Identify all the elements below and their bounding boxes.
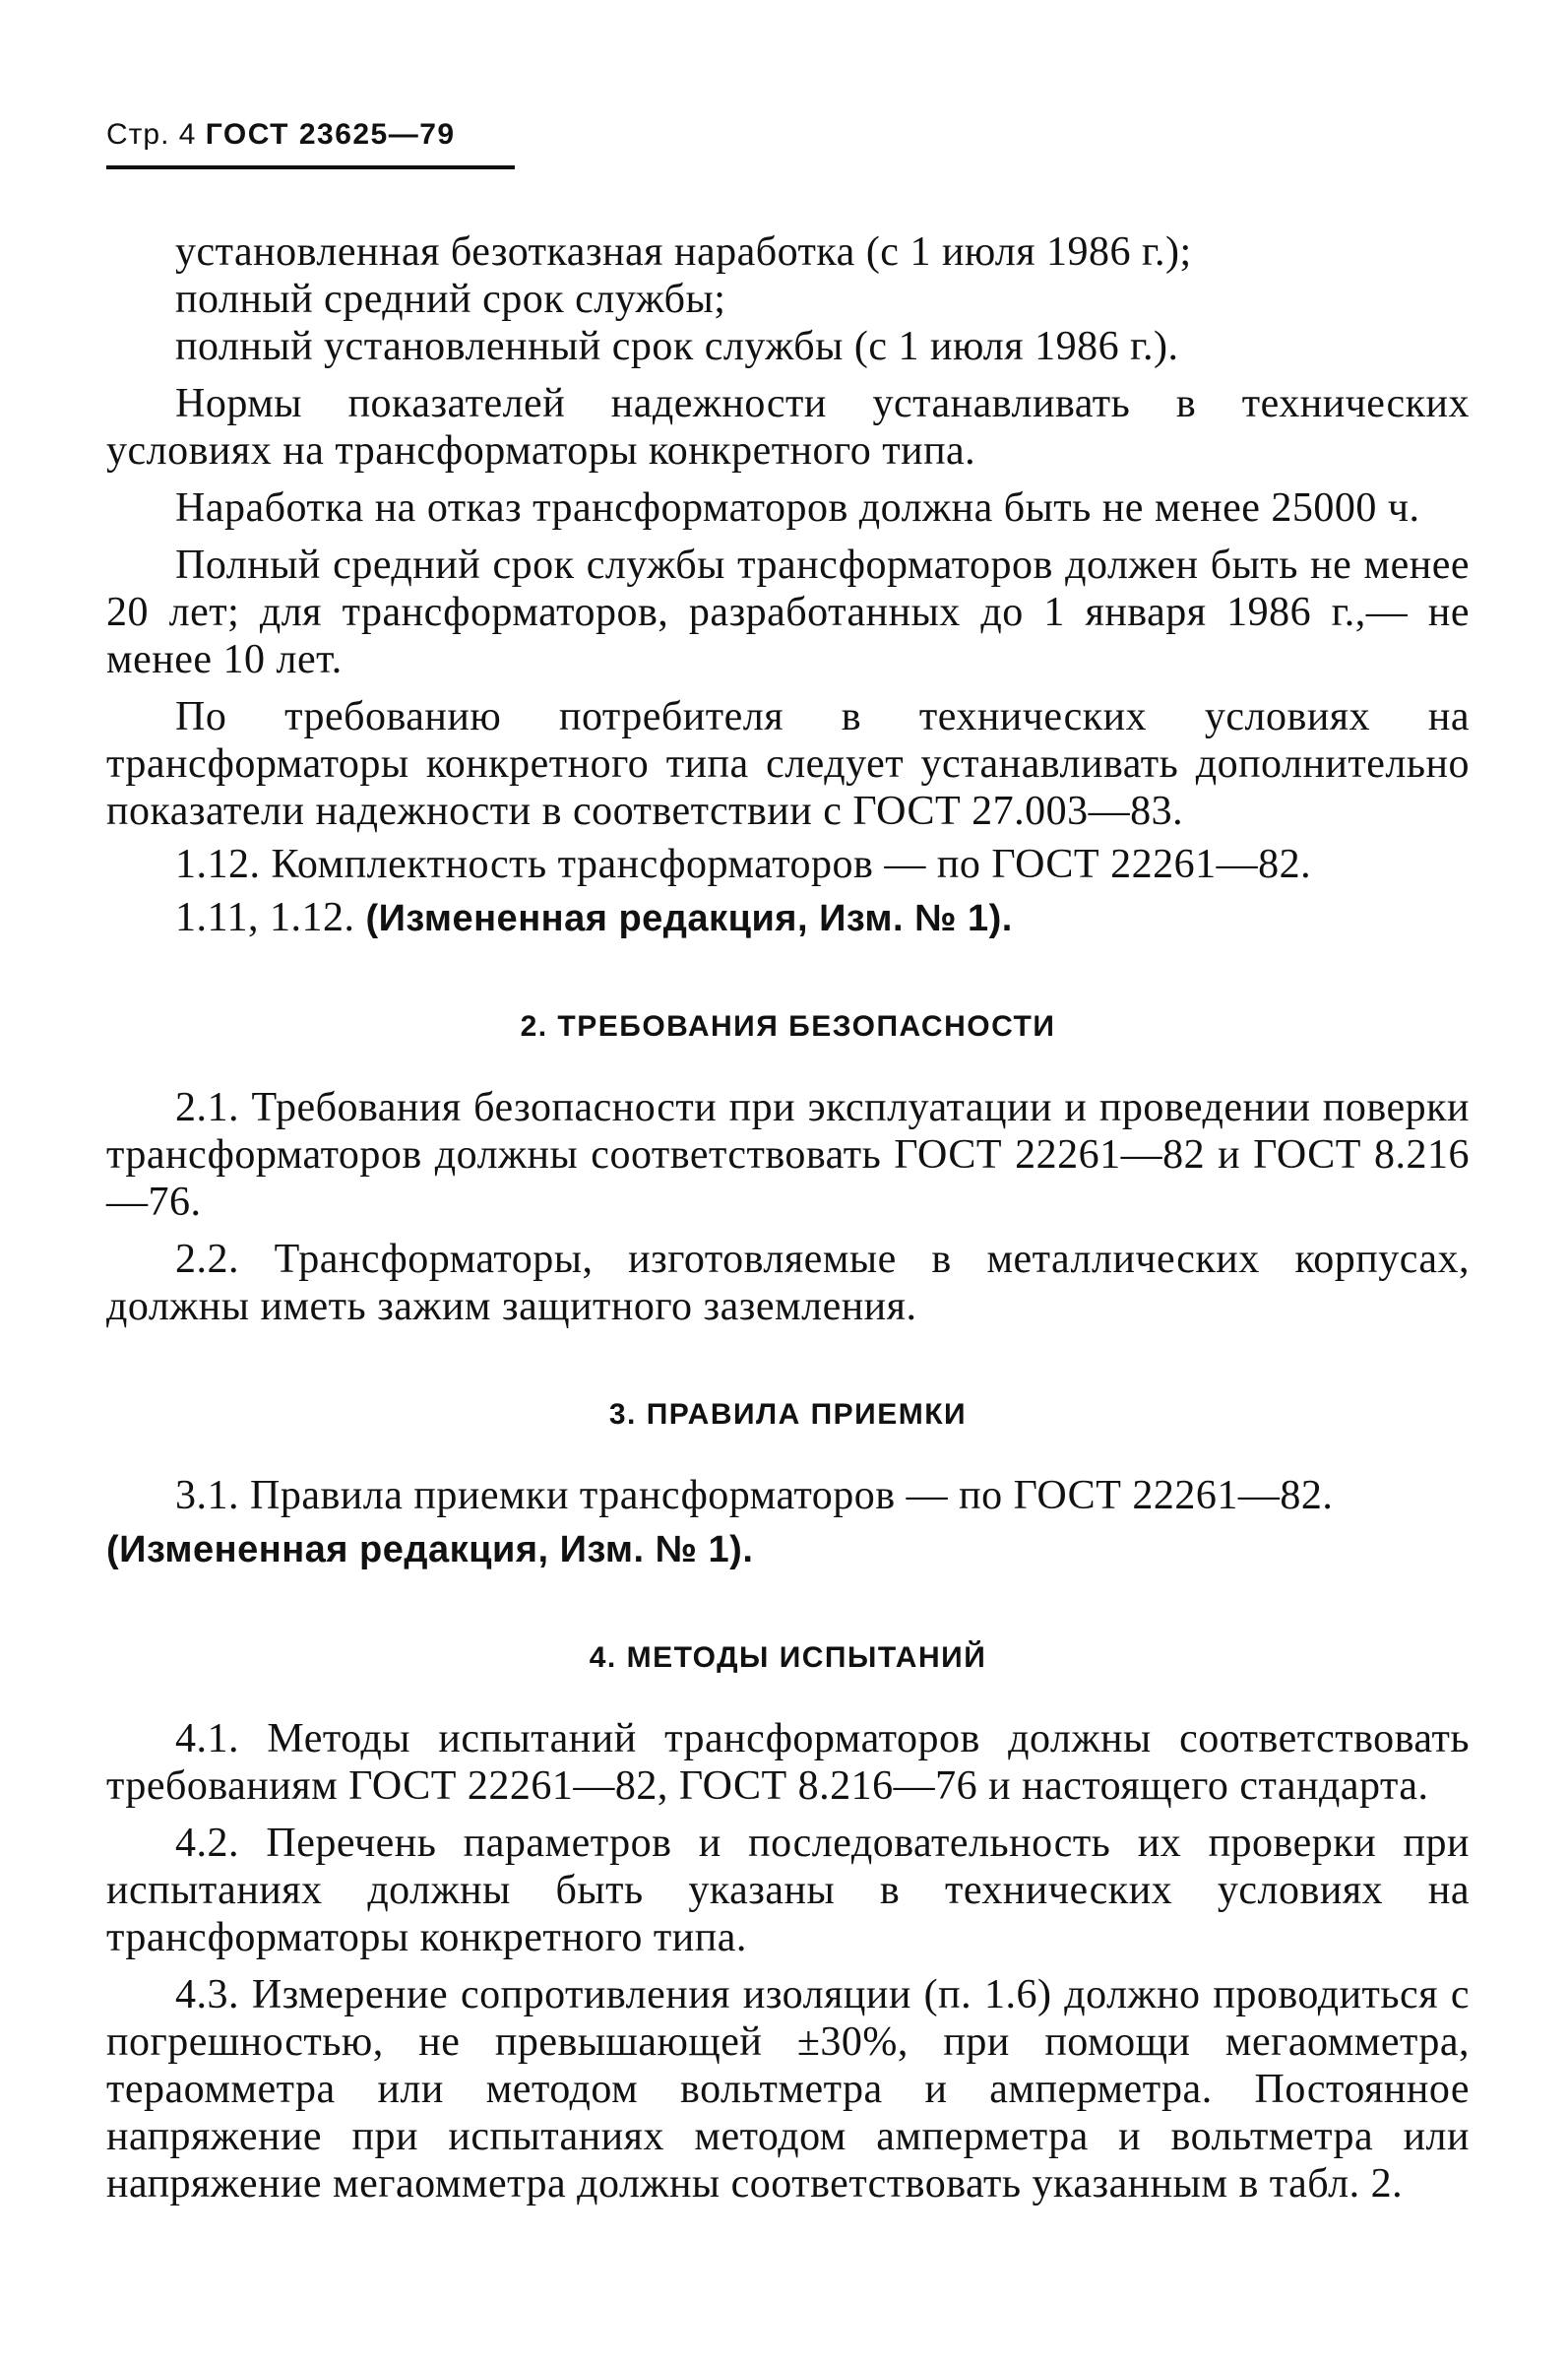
standard-number: ГОСТ 23625—79 — [205, 118, 456, 151]
paragraph-4-2: 4.2. Перечень параметров и последовательность их проверки при испытаниях должны быть указаны в технических условиях на трансформаторы конкретного типа. — [106, 1821, 1470, 1960]
page-header — [106, 118, 520, 169]
paragraph-mtbf: Наработка на отказ трансформаторов должна быть не менее 25000 ч. — [175, 485, 1420, 531]
list-item-full-set-life: полный установленный срок службы (с 1 июля 1986 г.). — [175, 324, 1179, 369]
section-heading-acceptance: 3. ПРАВИЛА ПРИЕМКИ — [608, 1398, 968, 1431]
header-text — [106, 118, 520, 152]
paragraph-service-life: Полный средний срок службы трансформаторов должен быть не менее 20 лет; для трансформаторов, разработанных до 1 января 1986 г.,— не менее 10 лет. — [106, 543, 1470, 682]
list-item-set-failure-free-time: установленная безотказная наработка (с 1 июля 1986 г.); — [175, 229, 1192, 275]
section-heading-test-methods: 4. МЕТОДЫ ИСПЫТАНИЙ — [589, 1641, 987, 1674]
paragraph-2-1: 2.1. Требования безопасности при эксплуатации и проведении поверки трансформаторов должны соответствовать ГОСТ 22261—82 и ГОСТ 8.216—76. — [106, 1085, 1470, 1225]
amendment-note-3 — [106, 1525, 1470, 1573]
paragraph-4-1: 4.1. Методы испытаний трансформаторов должны соответствовать требованиям ГОСТ 22261—82, ГОСТ 8.216—76 и настоящего стандарта. — [106, 1716, 1470, 1809]
paragraph-customer-requirements: По требованию потребителя в технических условиях на трансформаторы конкретного типа следует устанавливать дополнительно показатели надежности в соответствии с ГОСТ 27.003—83. — [106, 694, 1470, 834]
page-number-label: Стр. 4 — [106, 118, 197, 151]
amendment-text: (Измененная редакция, Изм. № 1). — [106, 1529, 754, 1570]
list-item-full-mean-life: полный средний срок службы; — [175, 277, 726, 322]
paragraph-1-12: 1.12. Комплектность трансформаторов — по ГОСТ 22261—82. — [175, 842, 1312, 887]
paragraph-3-1: 3.1. Правила приемки трансформаторов — по ГОСТ 22261—82. — [175, 1473, 1334, 1518]
header-rule — [106, 165, 515, 169]
document-body — [106, 228, 1470, 2213]
paragraph-2-2: 2.2. Трансформаторы, изготовляемые в металлических корпусах, должны иметь зажим защитного заземления. — [106, 1237, 1470, 1329]
amendment-note-1 — [106, 894, 1470, 942]
amendment-ref: 1.11, 1.12. — [175, 895, 355, 940]
paragraph-reliability-norms: Нормы показателей надежности устанавливать в технических условиях на трансформаторы конкретного типа. — [106, 381, 1470, 474]
paragraph-4-3: 4.3. Измерение сопротивления изоляции (п. 1.6) должно проводиться с погрешностью, не превышающей ±30%, при помощи мегаомметра, тераомметра или методом вольтметра и амперметра. Постоянное напряжение при испытаниях методом амперметра и вольтметра или напряжение мегаомметра должны соответствовать указанным в табл. 2. — [106, 1972, 1470, 2207]
amendment-text: (Измененная редакция, Изм. № 1). — [365, 898, 1013, 939]
section-heading-safety: 2. ТРЕБОВАНИЯ БЕЗОПАСНОСТИ — [520, 1010, 1056, 1043]
